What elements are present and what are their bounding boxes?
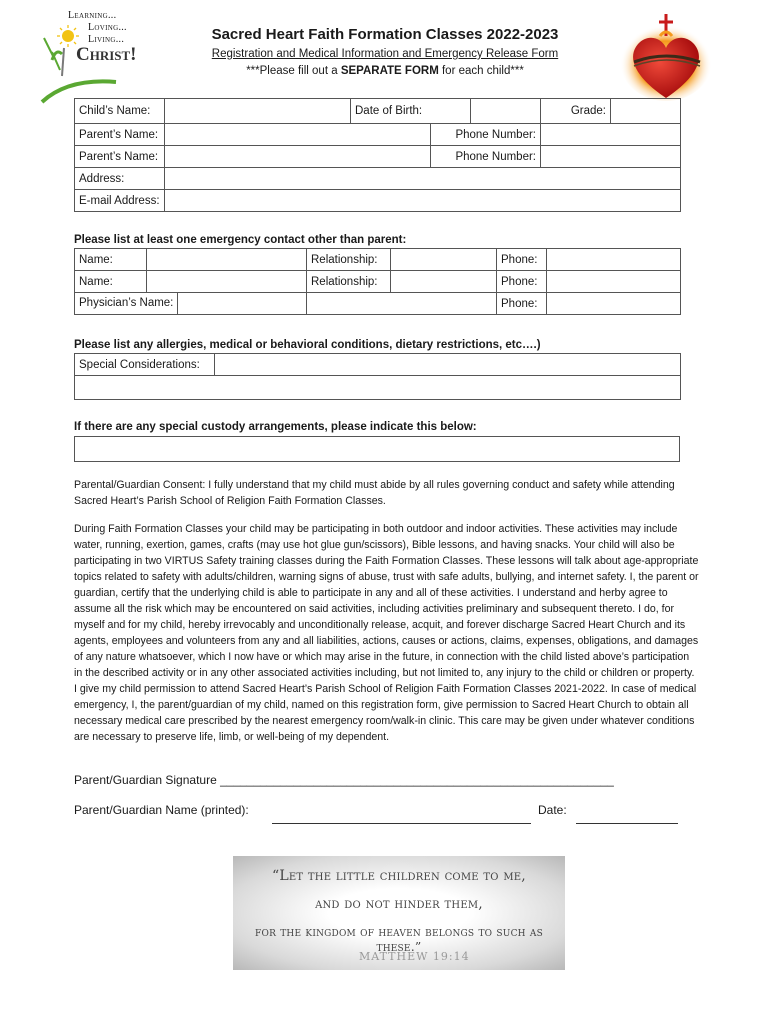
phone-number-2-label: Phone Number: xyxy=(431,146,541,168)
allergies-heading: Please list any allergies, medical or behavioral conditions, dietary restrictions, etc….) xyxy=(74,339,541,351)
logo-line-1: Learning... xyxy=(68,10,117,21)
page-title: Sacred Heart Faith Formation Classes 2022-2023 xyxy=(211,26,559,43)
phone-number-1-label: Phone Number: xyxy=(431,124,541,146)
relationship-1-field[interactable] xyxy=(391,249,497,271)
emergency-name-2-label: Name: xyxy=(75,271,147,293)
logo-line-2: Loving... xyxy=(88,22,127,33)
special-considerations-field[interactable] xyxy=(215,354,681,376)
date-of-birth-label: Date of Birth: xyxy=(351,99,471,124)
verse-line-1: “Let the little children come to me, xyxy=(272,868,526,884)
address-label: Address: xyxy=(75,168,165,190)
relationship-2-label: Relationship: xyxy=(307,271,391,293)
emergency-contacts-table xyxy=(74,248,681,315)
signature-field[interactable] xyxy=(232,772,668,788)
emergency-heading: Please list at least one emergency contact other than parent: xyxy=(74,234,407,246)
custody-field[interactable] xyxy=(74,436,680,462)
special-considerations-field-2[interactable] xyxy=(75,376,681,400)
instruction-post: for each child*** xyxy=(438,65,524,77)
signature-label: Parent/Guardian Signature ___________________________________________________________ xyxy=(74,773,614,787)
phone-number-2-field[interactable] xyxy=(541,146,681,168)
emergency-name-2-field[interactable] xyxy=(147,271,307,293)
printed-name-field[interactable] xyxy=(272,808,531,824)
emergency-name-1-field[interactable] xyxy=(147,249,307,271)
physician-label-text: Physician’s Name: xyxy=(75,293,178,314)
consent-paragraph-1: Parental/Guardian Consent: I fully understand that my child must abide by all rules governing conduct and safety while attending Sacred Heart’s Parish School of Religion Faith Formation Classes. xyxy=(74,479,675,507)
page-subtitle: Registration and Medical Information and Emergency Release Form xyxy=(211,48,559,60)
address-field[interactable] xyxy=(165,168,681,190)
emergency-phone-1-field[interactable] xyxy=(547,249,681,271)
grade-label: Grade: xyxy=(541,99,611,124)
parents-name-2-field[interactable] xyxy=(165,146,431,168)
verse-line-2: and do not hinder them, xyxy=(315,896,483,912)
parents-name-1-label: Parent’s Name: xyxy=(75,124,165,146)
date-of-birth-field[interactable] xyxy=(471,99,541,124)
physician-label xyxy=(75,293,307,315)
verse-reference: MATTHEW 19:14 xyxy=(359,950,470,963)
sacred-heart-icon xyxy=(616,6,716,106)
date-label: Date: xyxy=(538,803,567,817)
relationship-2-field[interactable] xyxy=(391,271,497,293)
physician-phone-label: Phone: xyxy=(497,293,547,315)
email-label: E-mail Address: xyxy=(75,190,165,212)
relationship-1-label: Relationship: xyxy=(307,249,391,271)
date-field[interactable] xyxy=(576,808,678,824)
childs-name-field[interactable] xyxy=(165,99,351,124)
emergency-phone-2-label: Phone: xyxy=(497,271,547,293)
verse-line-3: for the kingdom of heaven belongs to such as these.” xyxy=(255,924,543,954)
printed-name-label: Parent/Guardian Name (printed): xyxy=(74,803,249,817)
verse-image xyxy=(233,856,565,970)
email-field[interactable] xyxy=(165,190,681,212)
special-considerations-label: Special Considerations: xyxy=(75,354,215,376)
logo-line-4: Christ! xyxy=(76,44,137,65)
custody-heading: If there are any special custody arrangements, please indicate this below: xyxy=(74,421,477,433)
page-instruction xyxy=(165,65,605,77)
physician-phone-field[interactable] xyxy=(547,293,681,315)
emergency-phone-2-field[interactable] xyxy=(547,271,681,293)
emergency-name-1-label: Name: xyxy=(75,249,147,271)
grade-field[interactable] xyxy=(611,99,681,124)
childs-name-label: Child’s Name: xyxy=(75,99,165,124)
instruction-pre: ***Please fill out a xyxy=(246,65,341,77)
logo xyxy=(38,8,148,106)
instruction-bold: SEPARATE FORM xyxy=(340,65,439,77)
parents-name-2-label: Parent’s Name: xyxy=(75,146,165,168)
logo-line-3: Living... xyxy=(88,34,125,45)
physician-field-ext[interactable] xyxy=(307,293,497,315)
parents-name-1-field[interactable] xyxy=(165,124,431,146)
emergency-phone-1-label: Phone: xyxy=(497,249,547,271)
allergies-table xyxy=(74,353,681,400)
child-info-table xyxy=(74,98,681,212)
consent-paragraph-2: During Faith Formation Classes your child may be participating in both outdoor and indoor activities. These activities may include water, running, exertion, games, crafts (may use hot glue gun/scissors), Bible lessons, and having snacks. Your child will also be participating in two VIRTUS Safety training classes during the Faith Formation Classes. These lessons will talk about age-appropriate topics related to safety with adults/children, warning signs of abuse, trust with safe adults, bullying, and internet safety. I, the parent or guardian, certify that the underlying child is able to participate in any and all of these activities. I understand and herby agree to assume all the risk which may be encountered on said activities, including activities preliminary and subsequent thereto. I do, for myself and for my child, hereby irrevocably and unconditionally release, acquit, and forever discharge Sacred Heart Church and its agents, employees and volunteers from any and all liabilities, actions, causes or actions, claims, expenses, obligations, and damages of any nature whatsoever, which I now have or which may arise in the future, in connection with the child listed above’s participation in the described activity or in any other associated activities including, but not limited to, any injury to the child or children or property. I give my child permission to attend Sacred Heart’s Parish School of Religion Faith Formation Classes 2021-2022. In case of medical emergency, I, the parent/guardian of my child, named on this registration form, give permission to Sacred Heart Church to obtain all necessary medical care prescribed by the nearest emergency room/walk-in clinic. This care may be given under whatever conditions are necessary to preserve life, limb, or well-being of my dependent. xyxy=(74,523,699,743)
phone-number-1-field[interactable] xyxy=(541,124,681,146)
